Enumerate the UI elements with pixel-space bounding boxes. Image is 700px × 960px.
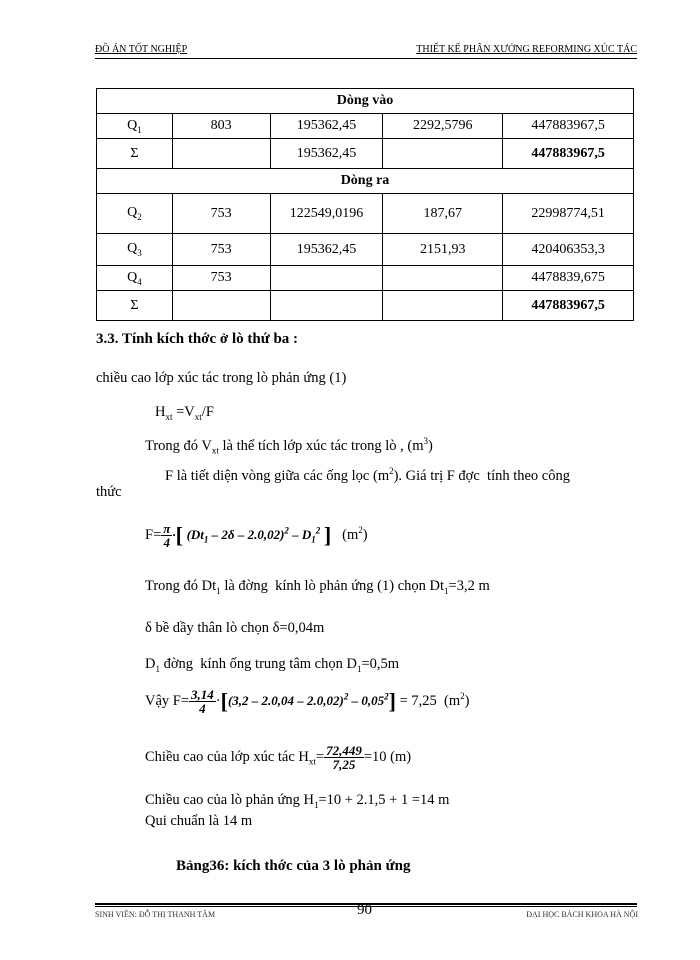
paragraph: thức xyxy=(96,484,122,500)
table-cell xyxy=(270,291,383,321)
table-row xyxy=(97,266,634,291)
heat-balance-table xyxy=(96,88,634,321)
table-cell: 195362,45 xyxy=(270,139,383,169)
table-cell: 2292,5796 xyxy=(383,114,503,139)
table-cell: 187,67 xyxy=(383,194,503,234)
table-row xyxy=(97,234,634,266)
table-row xyxy=(97,194,634,234)
table-cell: Σ xyxy=(97,139,173,169)
page-number: 90 xyxy=(357,902,372,918)
table-cell: 2151,93 xyxy=(383,234,503,266)
table-cell: 447883967,5 xyxy=(503,139,634,169)
table-cell: 195362,45 xyxy=(270,234,383,266)
formula-hxt: Chiều cao của lớp xúc tác $H_{xt}=$ $\frac{72,449}{7,25}$ =10 (m) xyxy=(145,743,412,772)
paragraph: Chiều cao của lò phản ứng $H_1=10 + 2.1,5 + 1 =14$ m xyxy=(145,792,450,810)
table-cell xyxy=(383,266,503,291)
table-cell xyxy=(172,291,270,321)
paragraph: Qui chuẩn là 14 m xyxy=(145,813,253,829)
header-left: ĐỒ ÁN TỐT NGHIỆP xyxy=(95,44,188,55)
table-cell xyxy=(270,266,383,291)
formula-vay: Vậy F= $\frac{3,14}{4}$ $\cdot[(3,2 - 2.0,04 - 2.0,02)^2 - 0,05^2] = 7,25$ $(m^2)$ xyxy=(145,687,470,716)
out-title: Dòng ra xyxy=(97,169,634,194)
table-cell xyxy=(383,291,503,321)
table-cell: 122549,0196 xyxy=(270,194,383,234)
section-title: 3.3. Tính kích thớc ở lò thứ ba : xyxy=(96,331,299,347)
table-cell xyxy=(172,139,270,169)
paragraph: Trong đó $V_{xt}$ là thể tích lớp xúc tác trong lò , $(m^3)$ xyxy=(145,436,433,456)
in-title: Dòng vào xyxy=(97,89,634,114)
table-cell: 420406353,3 xyxy=(503,234,634,266)
table-row xyxy=(97,291,634,321)
table36-title: Bảng36: kích thớc của 3 lò phản ứng xyxy=(176,858,411,874)
table-cell: 447883967,5 xyxy=(503,291,634,321)
table-cell xyxy=(383,139,503,169)
table-cell: 195362,45 xyxy=(270,114,383,139)
table-row xyxy=(97,114,634,139)
header-right: THIẾT KẾ PHÂN XƯỞNG REFORMING XÚC TÁC xyxy=(416,44,637,55)
paragraph: δ bề dầy thân lò chọn δ=0,04m xyxy=(145,620,325,636)
table-cell: $Q_3$ xyxy=(97,234,173,266)
table-cell: 447883967,5 xyxy=(503,114,634,139)
paragraph: $D_1$ đờng kính ống trung tâm chọn $D_1=0,5m$ xyxy=(145,656,400,674)
table-cell: 22998774,51 xyxy=(503,194,634,234)
table-cell: 803 xyxy=(172,114,270,139)
table-row xyxy=(97,139,634,169)
table-cell: 753 xyxy=(172,194,270,234)
table-cell: $Q_1$ xyxy=(97,114,173,139)
paragraph: chiều cao lớp xúc tác trong lò phản ứng (1) xyxy=(96,370,347,386)
table-cell: 4478839,675 xyxy=(503,266,634,291)
paragraph: Trong đó $Dt_1$ là đờng kính lò phản ứng (1) chọn $Dt_1=3,2$ m xyxy=(145,578,490,596)
footer-left: SINH VIÊN: ĐỖ THỊ THANH TÂM xyxy=(95,910,216,919)
formula-h: $H_{xt} =V_{xt}/F$ xyxy=(155,404,214,422)
paragraph: F là tiết diện vòng giữa các ống lọc $(m^2)$. Giá trị F đợc tính theo công xyxy=(165,466,570,484)
footer-right: ĐẠI HỌC BÁCH KHOA HÀ NỘI xyxy=(526,910,638,919)
table-cell: $Q_2$ xyxy=(97,194,173,234)
page-header xyxy=(95,40,637,59)
table-cell: Σ xyxy=(97,291,173,321)
table-cell: $Q_4$ xyxy=(97,266,173,291)
table-cell: 753 xyxy=(172,266,270,291)
formula-f: F= $\frac{\pi}{4}$ ·[ $(Dt_1 - 2\delta - 2.0,02)^2 - D_1^2$ ] $(m^2)$ xyxy=(145,521,368,550)
table-cell: 753 xyxy=(172,234,270,266)
